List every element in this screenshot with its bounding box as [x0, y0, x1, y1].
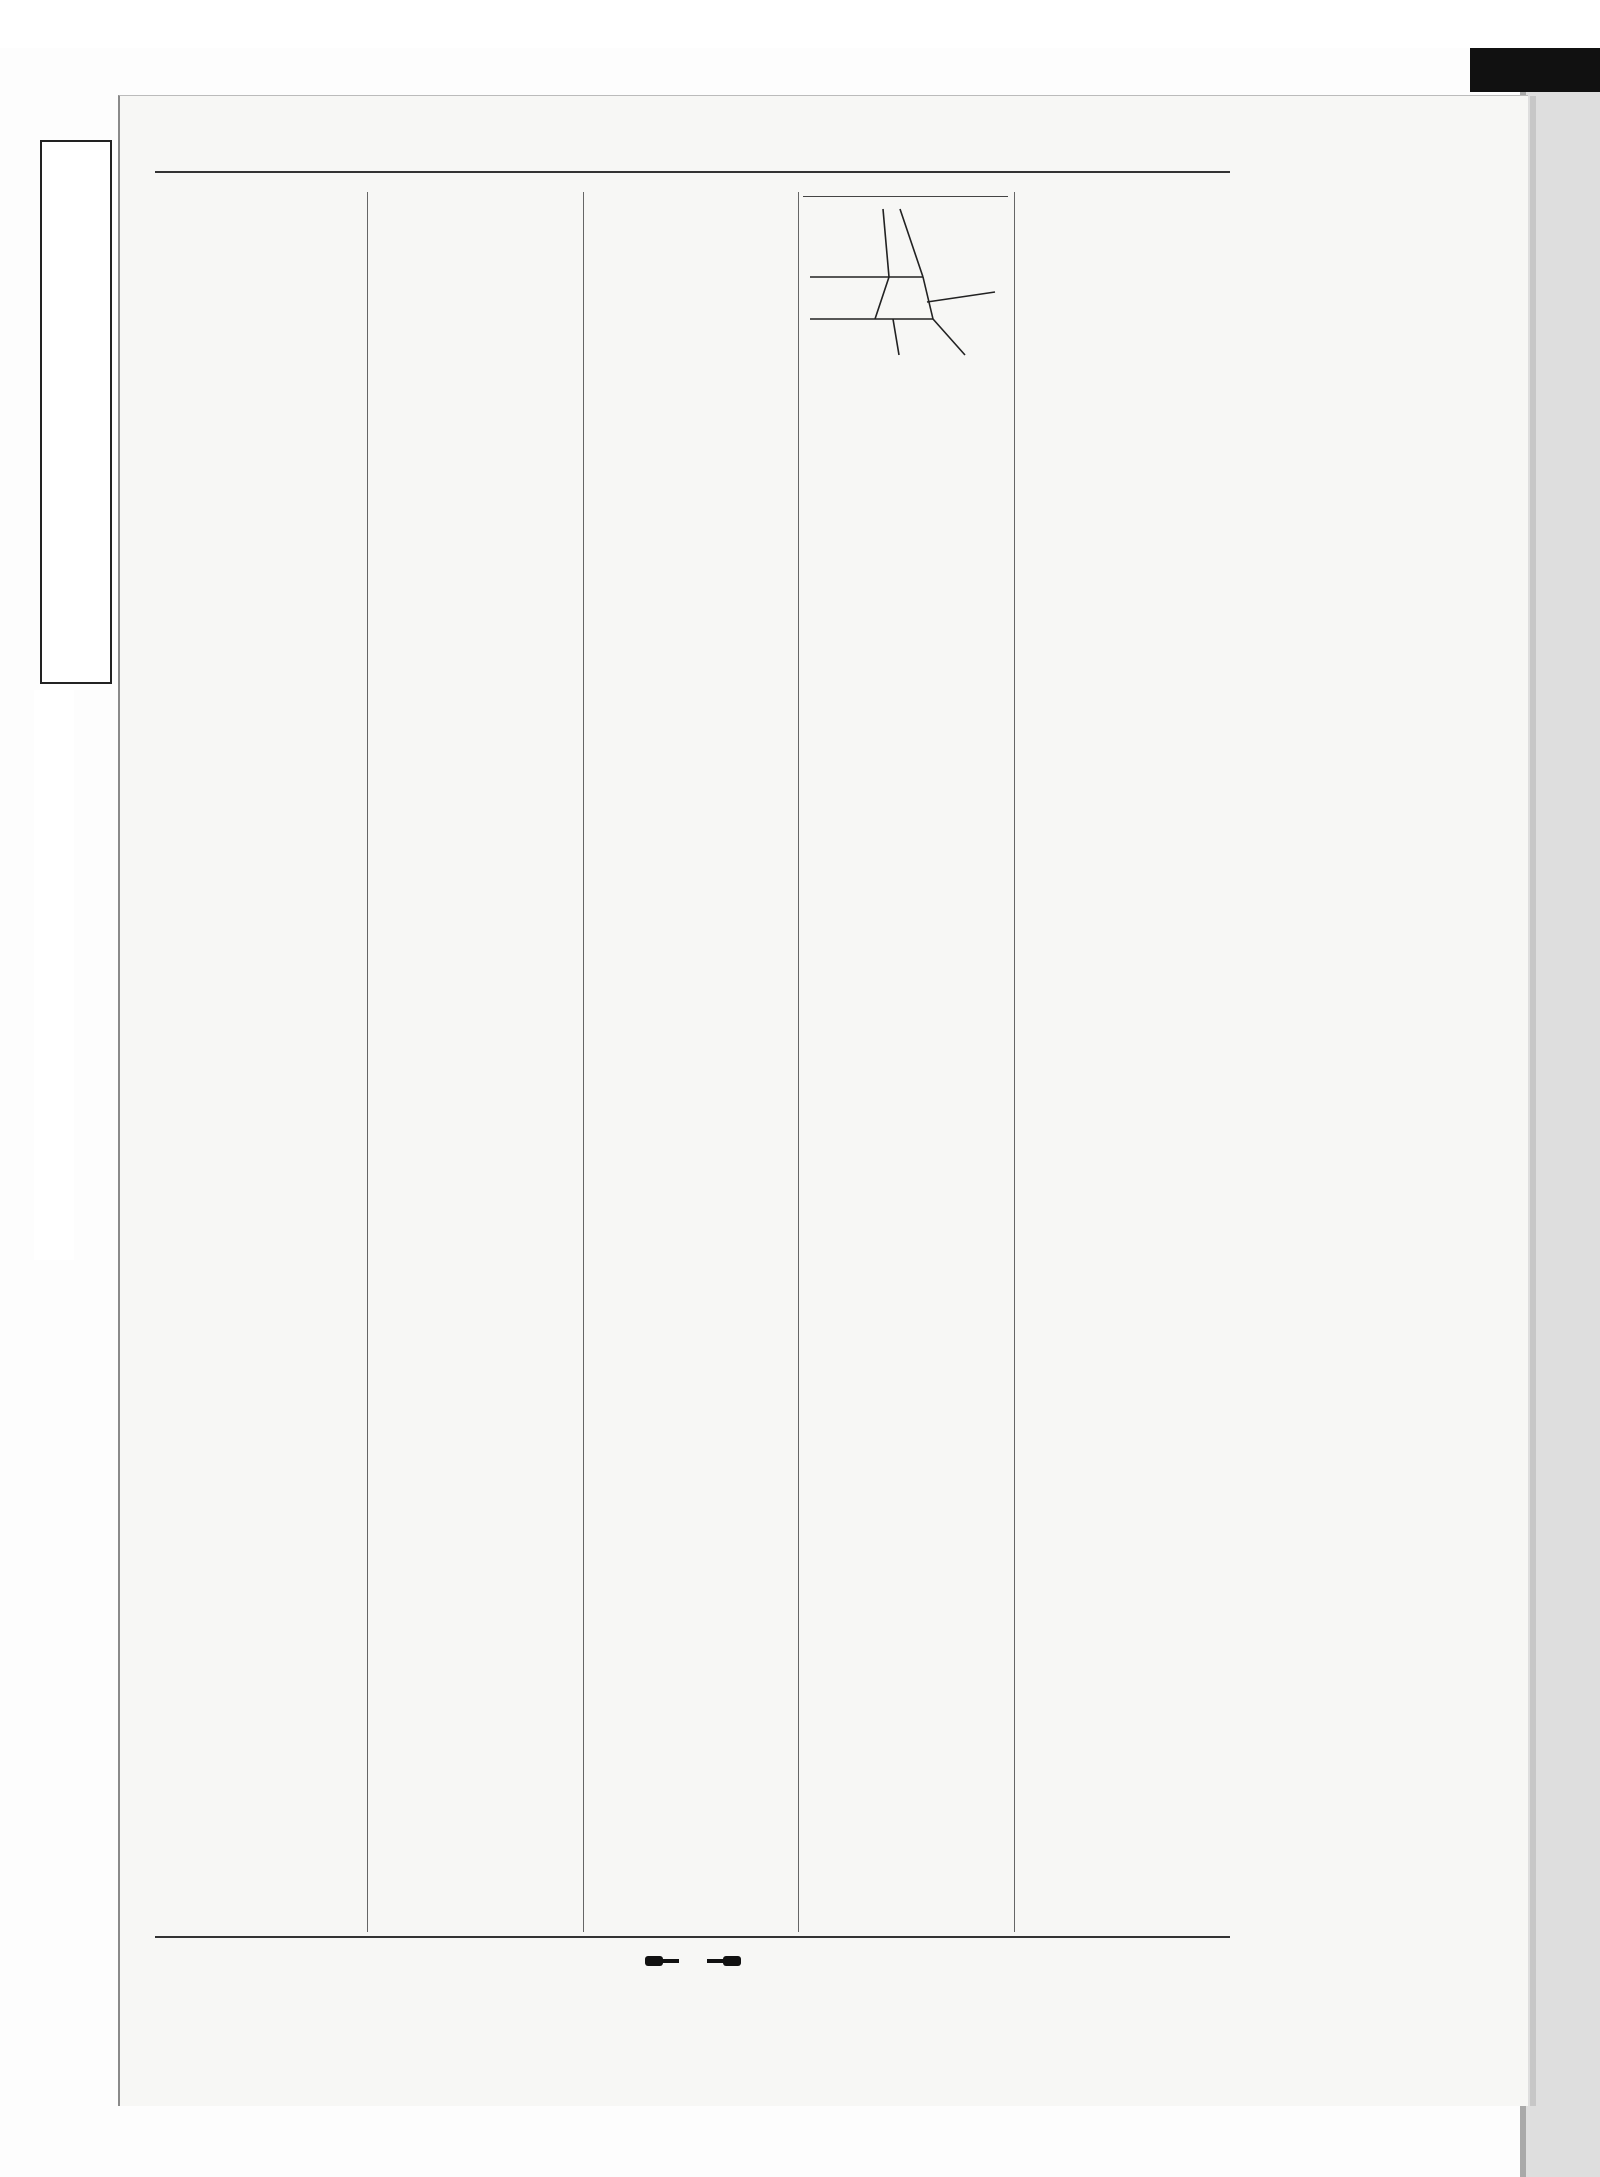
column-divider — [367, 192, 368, 1932]
map-square-west — [875, 277, 889, 319]
pointing-hand-right-icon — [645, 1954, 681, 1968]
footer-rule — [155, 1936, 1230, 1938]
street-map — [805, 207, 1000, 357]
scanner-margin — [0, 0, 1600, 48]
map-street-wexstr — [883, 209, 889, 277]
column-1 — [157, 192, 362, 1932]
plastic-covered-label — [34, 690, 74, 1260]
page-shadow — [1530, 96, 1536, 2106]
footer-notice — [155, 1946, 1230, 1976]
column-5 — [1020, 192, 1230, 1932]
scanner-black-band — [1470, 48, 1600, 92]
map-street-neuer-steinweg — [893, 319, 899, 355]
repaired-document-label — [40, 140, 112, 684]
page-header — [155, 140, 1230, 174]
column-divider — [798, 192, 799, 1932]
column-divider — [1014, 192, 1015, 1932]
map-square-east — [923, 277, 933, 319]
header-rule — [155, 171, 1230, 173]
column-3 — [588, 192, 793, 1932]
pointing-hand-left-icon — [705, 1954, 741, 1968]
column-2 — [372, 192, 577, 1932]
map-street-alter-steinweg — [900, 209, 923, 277]
map-street-brunnenstr — [927, 292, 995, 302]
section-rule — [803, 196, 1008, 197]
column-4 — [803, 192, 1008, 1932]
column-divider — [583, 192, 584, 1932]
map-street-schlachterstr — [933, 319, 965, 355]
